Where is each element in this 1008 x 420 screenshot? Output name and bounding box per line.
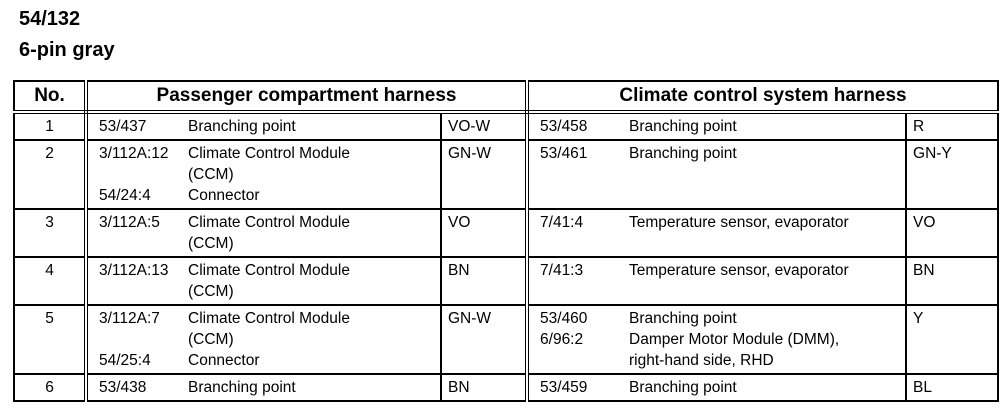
climate-reference-line: 53/459 bbox=[540, 379, 588, 396]
climate-description-line: Damper Motor Module (DMM), bbox=[629, 331, 840, 348]
table-body bbox=[14, 112, 998, 401]
climate-wire-color: Y bbox=[906, 305, 998, 374]
passenger-wire-color: GN-W bbox=[441, 140, 527, 209]
pin-number: 1 bbox=[14, 112, 86, 140]
passenger-description-line: Connector bbox=[188, 187, 260, 204]
climate-description bbox=[629, 140, 906, 209]
passenger-description-line: (CCM) bbox=[188, 235, 234, 252]
table-header bbox=[14, 81, 998, 112]
pin-number: 3 bbox=[14, 209, 86, 257]
passenger-reference-line: 54/25:4 bbox=[99, 352, 151, 369]
climate-description-line: Branching point bbox=[629, 145, 737, 162]
passenger-description bbox=[188, 112, 441, 140]
passenger-reference bbox=[86, 374, 188, 401]
climate-description bbox=[629, 374, 906, 401]
climate-reference-line: 7/41:4 bbox=[540, 214, 584, 231]
passenger-wire-color: BN bbox=[441, 374, 527, 401]
passenger-description-line: Climate Control Module bbox=[188, 262, 350, 279]
passenger-reference-line: 3/112A:13 bbox=[99, 262, 169, 279]
passenger-description bbox=[188, 374, 441, 401]
passenger-wire-color: BN bbox=[441, 257, 527, 305]
climate-description bbox=[629, 257, 906, 305]
climate-reference-line: 53/461 bbox=[540, 145, 588, 162]
passenger-description-line: Branching point bbox=[188, 118, 296, 135]
passenger-reference-line bbox=[99, 164, 188, 185]
column-header-no: No. bbox=[14, 81, 86, 112]
climate-description bbox=[629, 305, 906, 374]
passenger-description bbox=[188, 257, 441, 305]
climate-reference-line: 53/460 bbox=[540, 310, 588, 327]
passenger-reference bbox=[86, 140, 188, 209]
passenger-description-line: Climate Control Module bbox=[188, 310, 350, 327]
pin-number: 5 bbox=[14, 305, 86, 374]
pin-number: 6 bbox=[14, 374, 86, 401]
table-row bbox=[14, 257, 998, 305]
connector-code: 54/132 bbox=[19, 8, 81, 30]
climate-description-line: right-hand side, RHD bbox=[629, 352, 774, 369]
climate-reference-line: 7/41:3 bbox=[540, 262, 584, 279]
passenger-reference-line: 53/437 bbox=[99, 118, 147, 135]
climate-wire-color: VO bbox=[906, 209, 998, 257]
passenger-description bbox=[188, 140, 441, 209]
climate-reference bbox=[527, 140, 629, 209]
climate-reference bbox=[527, 257, 629, 305]
table-row bbox=[14, 140, 998, 209]
climate-reference-line bbox=[540, 350, 629, 371]
passenger-wire-color: GN-W bbox=[441, 305, 527, 374]
passenger-description-line: Climate Control Module bbox=[188, 145, 350, 162]
passenger-description-line: Climate Control Module bbox=[188, 214, 350, 231]
passenger-wire-color: VO-W bbox=[441, 112, 527, 140]
climate-wire-color: BN bbox=[906, 257, 998, 305]
climate-description-line: Temperature sensor, evaporator bbox=[629, 262, 849, 279]
climate-reference bbox=[527, 209, 629, 257]
pin-number: 2 bbox=[14, 140, 86, 209]
passenger-reference-line bbox=[99, 329, 188, 350]
passenger-reference-line: 53/438 bbox=[99, 379, 147, 396]
pin-assignment-table bbox=[13, 80, 999, 402]
connector-description: 6-pin gray bbox=[19, 39, 115, 61]
passenger-description-line: (CCM) bbox=[188, 331, 234, 348]
climate-description-line: Branching point bbox=[629, 310, 737, 327]
climate-reference bbox=[527, 112, 629, 140]
passenger-description bbox=[188, 209, 441, 257]
climate-description-line: Branching point bbox=[629, 379, 737, 396]
climate-description-line: Temperature sensor, evaporator bbox=[629, 214, 849, 231]
table-row bbox=[14, 112, 998, 140]
passenger-reference bbox=[86, 305, 188, 374]
passenger-reference-line: 3/112A:5 bbox=[99, 214, 160, 231]
climate-description bbox=[629, 112, 906, 140]
table-row bbox=[14, 209, 998, 257]
passenger-description-line: (CCM) bbox=[188, 283, 234, 300]
climate-description bbox=[629, 209, 906, 257]
passenger-reference-line: 3/112A:7 bbox=[99, 310, 160, 327]
table-row bbox=[14, 374, 998, 401]
passenger-reference-line: 3/112A:12 bbox=[99, 145, 169, 162]
passenger-wire-color: VO bbox=[441, 209, 527, 257]
climate-reference-line: 6/96:2 bbox=[540, 331, 584, 348]
passenger-reference bbox=[86, 209, 188, 257]
passenger-reference bbox=[86, 257, 188, 305]
climate-reference bbox=[527, 305, 629, 374]
passenger-description-line: Connector bbox=[188, 352, 260, 369]
passenger-description-line: (CCM) bbox=[188, 166, 234, 183]
passenger-reference-line: 54/24:4 bbox=[99, 187, 151, 204]
climate-description-line: Branching point bbox=[629, 118, 737, 135]
climate-wire-color: GN-Y bbox=[906, 140, 998, 209]
passenger-reference bbox=[86, 112, 188, 140]
climate-wire-color: BL bbox=[906, 374, 998, 401]
climate-reference-line: 53/458 bbox=[540, 118, 588, 135]
passenger-description bbox=[188, 305, 441, 374]
table-row bbox=[14, 305, 998, 374]
climate-wire-color: R bbox=[906, 112, 998, 140]
passenger-description-line: Branching point bbox=[188, 379, 296, 396]
pin-number: 4 bbox=[14, 257, 86, 305]
climate-reference bbox=[527, 374, 629, 401]
column-header-climate: Climate control system harness bbox=[527, 81, 998, 112]
column-header-passenger: Passenger compartment harness bbox=[86, 81, 527, 112]
